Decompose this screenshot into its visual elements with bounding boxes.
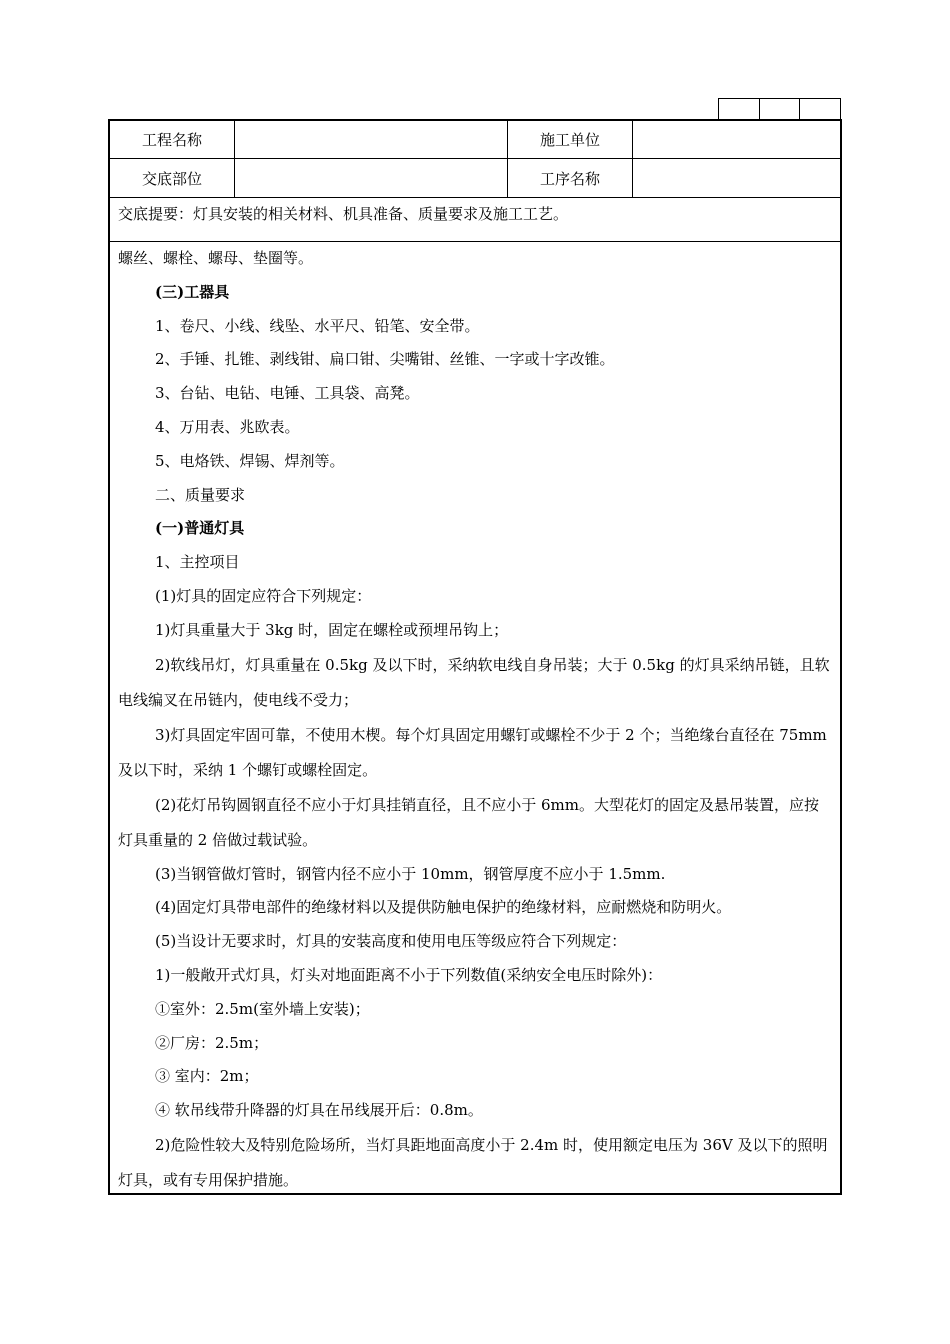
- header-row-1: [110, 121, 840, 159]
- content-line: 1、卷尺、小线、线坠、水平尺、铅笔、安全带。: [155, 316, 480, 335]
- content-paragraph: 2)软线吊灯，灯具重量在 0.5kg 及以下时，采纳软电线自身吊装；大于 0.5kg 的灯具采纳吊链，且软电线编叉在吊链内，使电线不受力；: [118, 655, 830, 709]
- content-line: 4、万用表、兆欧表。: [155, 417, 300, 436]
- handover-summary: 交底提要：灯具安装的相关材料、机具准备、质量要求及施工工艺。: [110, 198, 840, 242]
- content-line: 1)一般敞开式灯具，灯头对地面距离不小于下列数值(采纳安全电压时除外)：: [155, 965, 663, 984]
- content-line: (1)灯具的固定应符合下列规定：: [155, 586, 372, 605]
- project-name-label: 工程名称: [110, 121, 235, 158]
- process-name-label: 工序名称: [508, 159, 633, 197]
- content-line: 螺丝、螺栓、螺母、垫圈等。: [118, 249, 314, 267]
- content-line: 2、手锤、扎锥、剥线钳、扁口钳、尖嘴钳、丝锥、一字或十字改锥。: [155, 350, 615, 369]
- project-name-value[interactable]: [235, 121, 508, 158]
- section-heading: (三)工器具: [155, 282, 230, 301]
- process-name-value[interactable]: [633, 159, 840, 197]
- construction-unit-value[interactable]: [633, 121, 840, 158]
- content-paragraph: 2)危险性较大及特别危险场所，当灯具距地面高度小于 2.4m 时，使用额定电压为 36V 及以下的照明灯具，或有专用保护措施。: [118, 1135, 828, 1189]
- content-line: (5)当设计无要求时，灯具的安装高度和使用电压等级应符合下列规定：: [155, 932, 627, 951]
- content-paragraph: 3)灯具固定牢固可靠，不使用木楔。每个灯具固定用螺钉或螺栓不少于 2 个；当绝缘台直径在 75mm 及以下时，采纳 1 个螺钉或螺栓固定。: [118, 725, 827, 779]
- content-line: (4)固定灯具带电部件的绝缘材料以及提供防触电保护的绝缘材料，应耐燃烧和防明火。: [155, 898, 732, 917]
- content-line: 1)灯具重量大于 3kg 时，固定在螺栓或预埋吊钩上；: [155, 620, 509, 639]
- content-line: ①室外：2.5m(室外墙上安装)；: [155, 999, 370, 1018]
- content-line: 5、电烙铁、焊锡、焊剂等。: [155, 451, 345, 470]
- content-line: (3)当钢管做灯管时，钢管内径不应小于 10mm，钢管厚度不应小于 1.5mm.: [155, 864, 666, 883]
- content-line: ④ 软吊线带升降器的灯具在吊线展开后：0.8m。: [155, 1101, 483, 1120]
- header-row-2: [110, 159, 840, 198]
- content-line: ③ 室内：2m；: [155, 1067, 259, 1086]
- handover-content: [110, 242, 840, 1198]
- corner-cell: [800, 99, 840, 119]
- corner-number-box: [718, 98, 841, 119]
- handover-part-value[interactable]: [235, 159, 508, 197]
- corner-cell: [760, 99, 801, 119]
- content-line: ②厂房：2.5m；: [155, 1033, 269, 1052]
- section-heading: (一)普通灯具: [155, 519, 245, 538]
- corner-cell: [719, 99, 760, 119]
- content-line: 3、台钻、电钻、电锤、工具袋、高凳。: [155, 384, 420, 403]
- handover-form: [108, 119, 842, 1195]
- content-line: 1、主控项目: [155, 553, 240, 572]
- construction-unit-label: 施工单位: [508, 121, 633, 158]
- section-heading: 二、质量要求: [155, 485, 246, 504]
- handover-part-label: 交底部位: [110, 159, 235, 197]
- content-paragraph: (2)花灯吊钩圆钢直径不应小于灯具挂销直径，且不应小于 6mm。大型花灯的固定及悬吊装置，应按灯具重量的 2 倍做过载试验。: [118, 795, 820, 849]
